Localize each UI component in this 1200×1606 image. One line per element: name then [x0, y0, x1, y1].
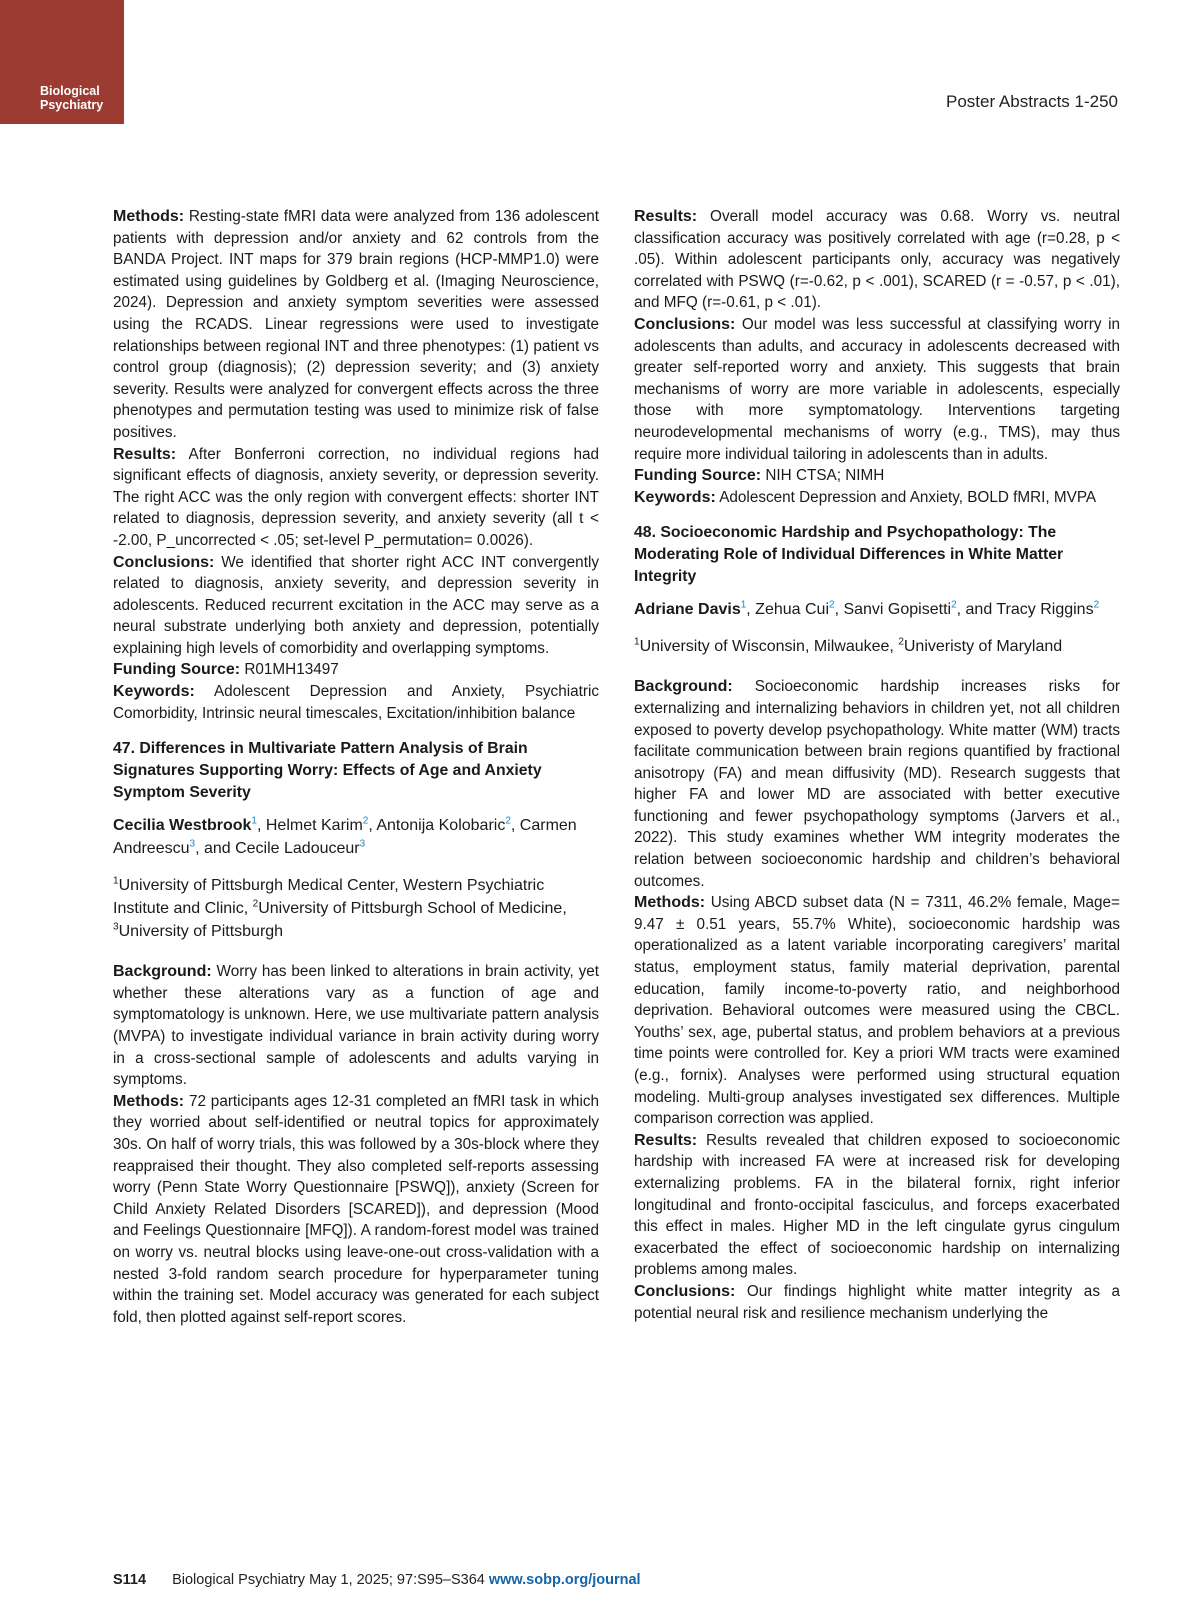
journal-citation: Biological Psychiatry May 1, 2025; 97:S95–S364: [172, 1572, 489, 1588]
abstract-48-methods: Methods: Using ABCD subset data (N = 7311, 46.2% female, Mage= 9.47 ± 0.51 years, 55.7% White), socioeconomic hardship was operationalized as a latent variable incorporating caregivers’ marital status, employment status, family material deprivation, parental education, family income-to-poverty ratio, and neighborhood deprivation. Behavioral outcomes were measured using the CBCL. Youths’ sex, age, pubertal status, and problem behaviors at a previous time points were controlled for. Key a priori WM tracts were examined (e.g., fornix). Analyses were performed using structural equation modeling. Multi-group analyses investigated sex differences. Multiple comparison correction was applied.: [634, 894, 1120, 1128]
abstract-47-conclusions: Conclusions: Our model was less successful at classifying worry in adolescents than adults, and accuracy in adolescents decreased with greater self-reported worry and anxiety. This suggests that brain mechanisms of worry are more variable in adolescents, especially those with more symptomatology. Interventions targeting neurodevelopmental mechanisms of worry (e.g., TMS), may thus require more individual tailoring in adolescents than in adults.: [634, 315, 1120, 463]
abstract-47-background: Background: Worry has been linked to alterations in brain activity, yet whether these alterations vary as a function of age and symptomatology is unknown. Here, we use multivariate pattern analysis (MVPA) to investigate individual variance in brain activity during worry in a cross-sectional sample of adolescents and adults varying in symptoms.: [113, 963, 599, 1089]
right-column: [634, 206, 1120, 1324]
left-column: [113, 206, 599, 1328]
abstract-47-title: 47. Differences in Multivariate Pattern Analysis of Brain Signatures Supporting Worry: Effects of Age and Anxiety Symptom Severity: [113, 740, 542, 802]
abstract-47-keywords: Keywords: Adolescent Depression and Anxiety, BOLD fMRI, MVPA: [634, 488, 1097, 506]
funding-paragraph: Funding Source: R01MH13497: [113, 661, 339, 679]
journal-logo: [0, 0, 124, 124]
abstract-48-title: 48. Socioeconomic Hardship and Psychopathology: The Moderating Role of Individual Differences in White Matter Integrity: [634, 524, 1064, 586]
abstract-47-affiliations: $^1$University of Pittsburgh Medical Center, Western Psychiatric Institute and Clinic, $^2$University of Pittsburgh School of Medicine, $^3$University of Pittsburgh: [113, 875, 567, 941]
abstract-47-results: Results: Overall model accuracy was 0.68. Worry vs. neutral classification accuracy was positively correlated with age (r=0.28, p < .05). Within adolescent participants only, accuracy was negatively correlated with PSWQ (r=-0.62, p < .001), SCARED (r = -0.57, p < .01), and MFQ (r=-0.61, p < .01).: [634, 208, 1120, 312]
abstract-48-background: Background: Socioeconomic hardship increases risks for externalizing and internalizing behaviors in children yet, not all children exposed to poverty develop psychopathology. White matter (WM) tracts facilitate communication between brain regions quantified by fractional anisotropy (FA) and mean diffusivity (MD). Research suggests that higher FA and lower MD are associated with better executive functioning and fewer psychopathology symptoms (Jarvers et al., 2022). This study examines whether WM integrity moderates the relation between socioeconomic hardship and children’s behavioral outcomes.: [634, 678, 1120, 890]
abstract-48-affiliations: $^1$University of Wisconsin, Milwaukee, $^2$Univeristy of Maryland: [634, 636, 1063, 656]
page-footer: [113, 1572, 641, 1588]
abstract-48-authors: Adriane Davis$^1$, Zehua Cui$^2$, Sanvi Gopisetti$^2$, and Tracy Riggins$^2$: [634, 599, 1100, 619]
results-paragraph: Results: After Bonferroni correction, no individual regions had significant effects of diagnosis, anxiety severity, or depression severity. The right ACC was the only region with convergent effects: shorter INT related to diagnosis, depression severity, and anxiety severity (all t < -2.00, P_uncorrected < .05; set-level P_permutation= 0.0026).: [113, 445, 599, 549]
section-label: Poster Abstracts 1-250: [946, 92, 1118, 111]
abstract-48-results: Results: Results revealed that children exposed to socioeconomic hardship with increased FA were at increased risk for developing externalizing problems. FA in the bilateral fornix, right inferior longitudinal and fronto-occipital fasciculus, and forceps exacerbated this effect in males. Higher MD in the left cingulate gyrus cingulum exacerbated the effect of socioeconomic hardship on internalizing problems among males.: [634, 1131, 1120, 1279]
abstract-47-authors: Cecilia Westbrook$^1$, Helmet Karim$^2$, Antonija Kolobaric$^2$, Carmen Andreescu$^3$, and Cecile Ladouceur$^3$: [113, 815, 577, 858]
keywords-paragraph: Keywords: Adolescent Depression and Anxiety, Psychiatric Comorbidity, Intrinsic neural timescales, Excitation/inhibition balance: [113, 683, 599, 722]
logo-line-2: Psychiatry: [40, 98, 104, 112]
abstract-48-conclusions: Conclusions: Our findings highlight white matter integrity as a potential neural risk and resilience mechanism underlying the: [634, 1282, 1120, 1322]
conclusions-paragraph: Conclusions: We identified that shorter right ACC INT convergently related to diagnosis, anxiety severity, and depression severity in adolescents. Reduced recurrent excitation in the ACC may serve as a neural substrate underlying both anxiety and depression, potentially explaining high levels of comorbidity and overlapping symptoms.: [113, 553, 599, 657]
logo-line-1: Biological: [40, 84, 100, 98]
abstract-47-funding: Funding Source: NIH CTSA; NIMH: [634, 467, 885, 485]
methods-paragraph: Methods: Resting-state fMRI data were analyzed from 136 adolescent patients with depression and/or anxiety and 62 controls from the BANDA Project. INT maps for 379 brain regions (HCP-MMP1.0) were estimated using guidelines by Goldberg et al. (Imaging Neuroscience, 2024). Depression and anxiety symptom severities were assessed using the RCADS. Linear regressions were used to investigate relationships between regional INT and three phenotypes: (1) patient vs control group (diagnosis); (2) depression severity; and (3) anxiety severity. Results were analyzed for convergent effects across the three phenotypes and permutation testing was used to minimize risk of false positives.: [113, 208, 599, 441]
journal-url-link[interactable]: www.sobp.org/journal: [488, 1572, 641, 1588]
page-number: S114: [113, 1572, 147, 1588]
abstract-47-methods: Methods: 72 participants ages 12-31 completed an fMRI task in which they worried about self-identified or neutral topics for approximately 30s. On half of worry trials, this was followed by a 30s-block where they reappraised their thought. They also completed self-reports assessing worry (Penn State Worry Questionnaire [PSWQ]), anxiety (Screen for Child Anxiety Related Disorders [SCARED]), and depression (Mood and Feelings Questionnaire [MFQ]). A random-forest model was trained on worry vs. neutral blocks using leave-one-out cross-validation with a nested 3-fold random search procedure for hyperparameter tuning within the training set. Model accuracy was generated for each subject fold, then plotted against self-report scores.: [113, 1092, 599, 1326]
